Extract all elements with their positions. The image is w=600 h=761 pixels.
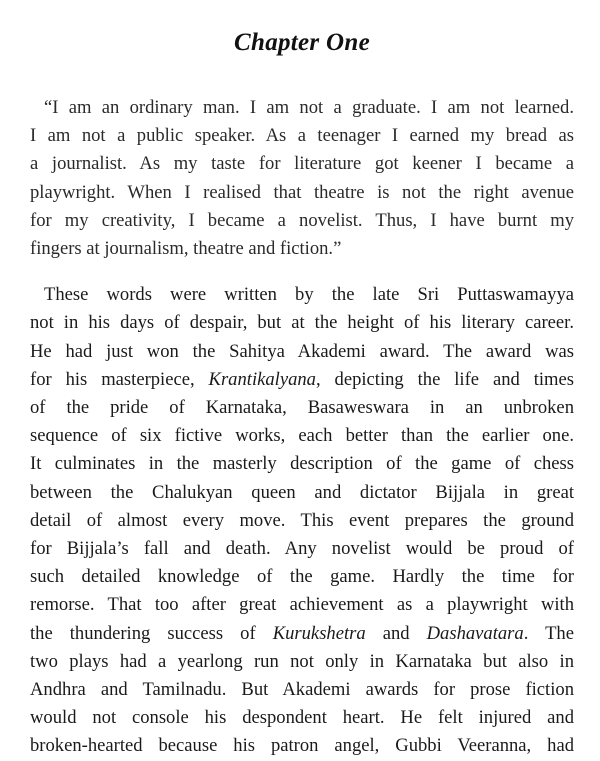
body-line: Andhra and Tamilnadu. But Akademi awards for prose fiction <box>30 679 574 701</box>
body-line: of the pride of Karnataka, Basaweswara in an unbroken <box>30 397 574 419</box>
body-line: remorse. That too after great achievement as a playwright with <box>30 594 574 616</box>
body-line: for Bijjala’s fall and death. Any novelist would be proud of <box>30 538 574 560</box>
body-line: detail of almost every move. This event prepares the ground <box>30 509 574 531</box>
body-line: not in his days of despair, but at the height of his literary career. <box>30 312 574 334</box>
body-text: . The <box>523 622 574 644</box>
body-line <box>30 366 574 394</box>
quote-line: I am not a public speaker. As a teenager I earned my bread as <box>30 125 574 147</box>
body-line: He had just won the Sahitya Akademi award. The award was <box>30 340 574 362</box>
quote-line: fingers at journalism, theatre and fiction.” <box>30 238 342 260</box>
body-text: , depicting the life and times <box>315 368 574 390</box>
body-line: broken-hearted because his patron angel, Gubbi Veeranna, had <box>30 735 574 757</box>
quote-line: “I am an ordinary man. I am not a graduate. I am not learned. <box>44 97 574 118</box>
opening-quote-paragraph <box>30 94 574 263</box>
body-paragraph <box>30 281 574 760</box>
quote-line: for my creativity, I became a novelist. Thus, I have burnt my <box>30 209 574 231</box>
play-title-dashavatara: Dashavatara <box>426 622 524 644</box>
body-line: sequence of six fictive works, each better than the earlier one. <box>30 425 574 447</box>
quote-line: a journalist. As my taste for literature got keener I became a <box>30 153 574 175</box>
body-text: for his masterpiece, <box>30 368 209 390</box>
body-text: and <box>365 622 427 644</box>
quote-line: playwright. When I realised that theatre is not the right avenue <box>30 181 574 203</box>
play-title-kurukshetra: Kurukshetra <box>272 622 366 644</box>
body-line <box>30 620 574 648</box>
body-line: such detailed knowledge of the game. Hardly the time for <box>30 566 574 588</box>
body-line: It culminates in the masterly description of the game of chess <box>30 453 574 475</box>
body-text: the thundering success of <box>30 622 273 644</box>
body-line: These words were written by the late Sri Puttaswamayya <box>44 284 574 306</box>
chapter-title: Chapter One <box>234 29 370 56</box>
body-line: two plays had a yearlong run not only in Karnataka but also in <box>30 650 574 672</box>
book-page <box>30 0 574 757</box>
body-line: would not console his despondent heart. He felt injured and <box>30 707 574 729</box>
book-title-krantikalyana: Krantikalyana <box>208 368 316 390</box>
body-line: between the Chalukyan queen and dictator Bijjala in great <box>30 481 574 503</box>
